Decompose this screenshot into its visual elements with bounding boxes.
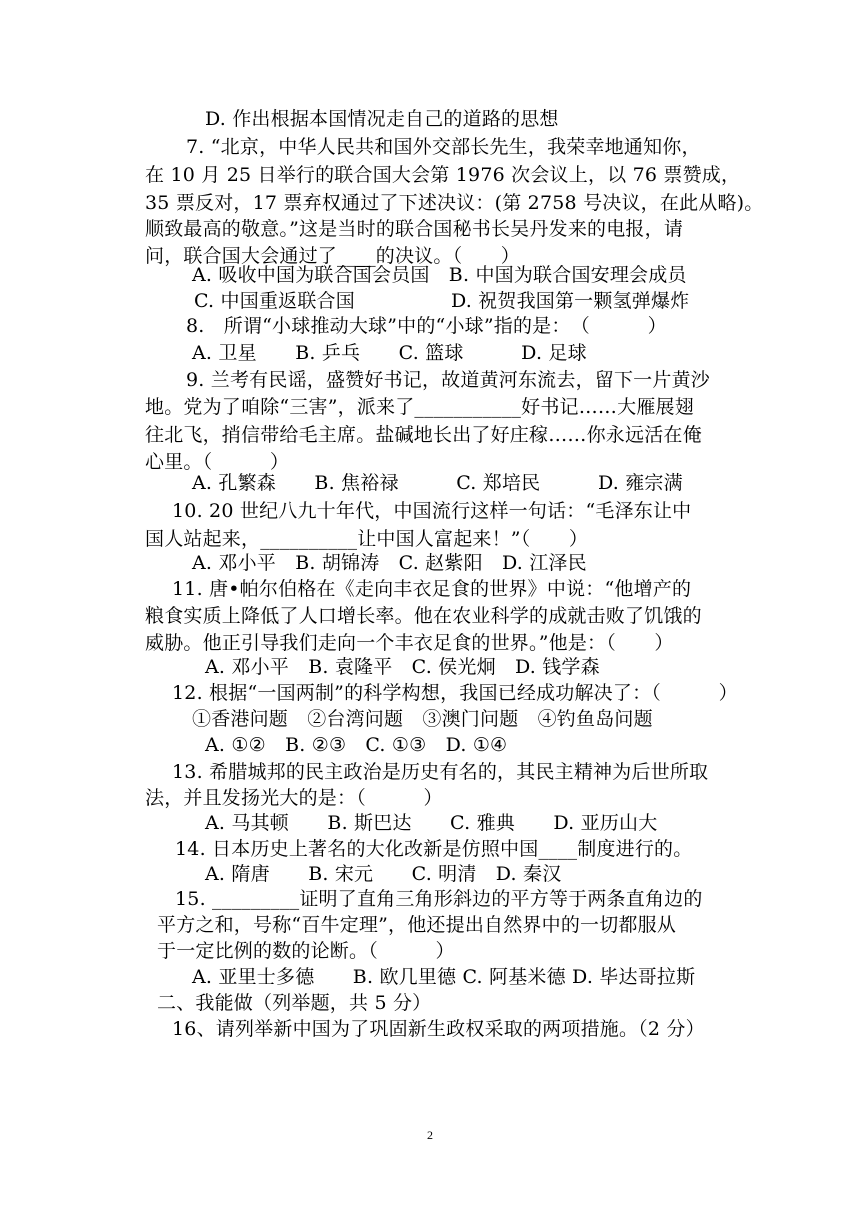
question-13-text-line-1: 13. 希腊城邦的民主政治是历史有名的，其民主精神为后世所取 [172, 761, 709, 783]
question-11-options: A. 邓小平 B. 袁隆平 C. 侯光炯 D. 钱学森 [205, 656, 600, 678]
question-13-text-line-2: 法，并且发扬光大的是：（ ） [145, 787, 443, 809]
question-9-text-line-3: 往北飞，捎信带给毛主席。盐碱地长出了好庄稼……你永远活在俺 [145, 424, 702, 446]
question-8-text: 8. 所谓“小球推动大球”中的“小球”指的是： （ ） [186, 315, 667, 337]
question-15-text-line-3: 于一定比例的数的论断。（ ） [157, 940, 455, 962]
question-12-text: 12. 根据“一国两制”的科学构想，我国已经成功解决了：（ ） [172, 682, 738, 704]
question-16-text: 16、请列举新中国为了巩固新生政权采取的两项措施。（2 分） [172, 1018, 705, 1040]
question-10-options: A. 邓小平 B. 胡锦涛 C. 赵紫阳 D. 江泽民 [192, 552, 587, 574]
question-15-options: A. 亚里士多德 B. 欧几里德 C. 阿基米德 D. 毕达哥拉斯 [192, 966, 696, 988]
question-15-text-line-1: 15. _________证明了直角三角形斜边的平方等于两条直角边的 [175, 888, 703, 910]
question-12-items: ①香港问题 ②台湾问题 ③澳门问题 ④钓鱼岛问题 [192, 708, 653, 730]
question-10-text-line-2: 国人站起来，__________让中国人富起来！”（ ） [145, 528, 589, 550]
question-8-options: A. 卫星 B. 乒乓 C. 篮球 D. 足球 [192, 342, 587, 364]
question-13-options: A. 马其顿 B. 斯巴达 C. 雅典 D. 亚历山大 [205, 812, 658, 834]
question-7-options-ab: A. 吸收中国为联合国会员国 B. 中国为联合国安理会成员 [192, 264, 687, 286]
question-9-text-line-1: 9. 兰考有民谣，盛赞好书记，故道黄河东流去，留下一片黄沙 [186, 369, 710, 391]
question-11-text-line-2: 粮食实质上降低了人口增长率。他在农业科学的成就击败了饥饿的 [145, 605, 702, 627]
question-15-text-line-2: 平方之和，号称“百牛定理”，他还提出自然界中的一切都服从 [157, 914, 677, 936]
question-9-text-line-4: 心里。（ ） [145, 451, 290, 473]
question-11-text-line-3: 威胁。他正引导我们走向一个丰衣足食的世界。”他是：（ ） [145, 632, 674, 654]
question-7-text-line-4: 顺致最高的敬意。”这是当时的联合国秘书长吴丹发来的电报，请 [145, 218, 684, 240]
question-6-option-d: D. 作出根据本国情况走自己的道路的思想 [205, 108, 559, 130]
question-7-text-line-5: 问，联合国大会通过了____的决议。（ ） [145, 245, 520, 267]
section-2-heading: 二、我能做（列举题，共 5 分） [157, 992, 432, 1014]
question-9-options: A. 孔繁森 B. 焦裕禄 C. 郑培民 D. 雍宗满 [192, 472, 683, 494]
question-7-options-cd: C. 中国重返联合国 D. 祝贺我国第一颗氢弹爆炸 [194, 290, 690, 312]
question-7-text-line-3: 35 票反对，17 票弃权通过了下述决议：(第 2758 号决议，在此从略)。 [145, 192, 764, 214]
question-7-text-line-2: 在 10 月 25 日举行的联合国大会第 1976 次会议上，以 76 票赞成， [145, 164, 741, 186]
question-10-text-line-1: 10. 20 世纪八九十年代，中国流行这样一句话：“毛泽东让中 [172, 500, 692, 522]
question-14-text: 14. 日本历史上著名的大化改新是仿照中国____制度进行的。 [175, 838, 693, 860]
question-12-options: A. ①② B. ②③ C. ①③ D. ①④ [205, 734, 508, 756]
question-11-text-line-1: 11. 唐•帕尔伯格在《走向丰衣足食的世界》中说：“他增产的 [172, 578, 692, 600]
page-number: 2 [427, 1128, 433, 1142]
question-9-text-line-2: 地。党为了咱除“三害”，派来了___________好书记……大雁展翅 [145, 396, 694, 418]
question-14-options: A. 隋唐 B. 宋元 C. 明清 D. 秦汉 [205, 863, 562, 885]
question-7-text-line-1: 7. “北京，中华人民共和国外交部长先生，我荣幸地通知你， [186, 136, 701, 158]
